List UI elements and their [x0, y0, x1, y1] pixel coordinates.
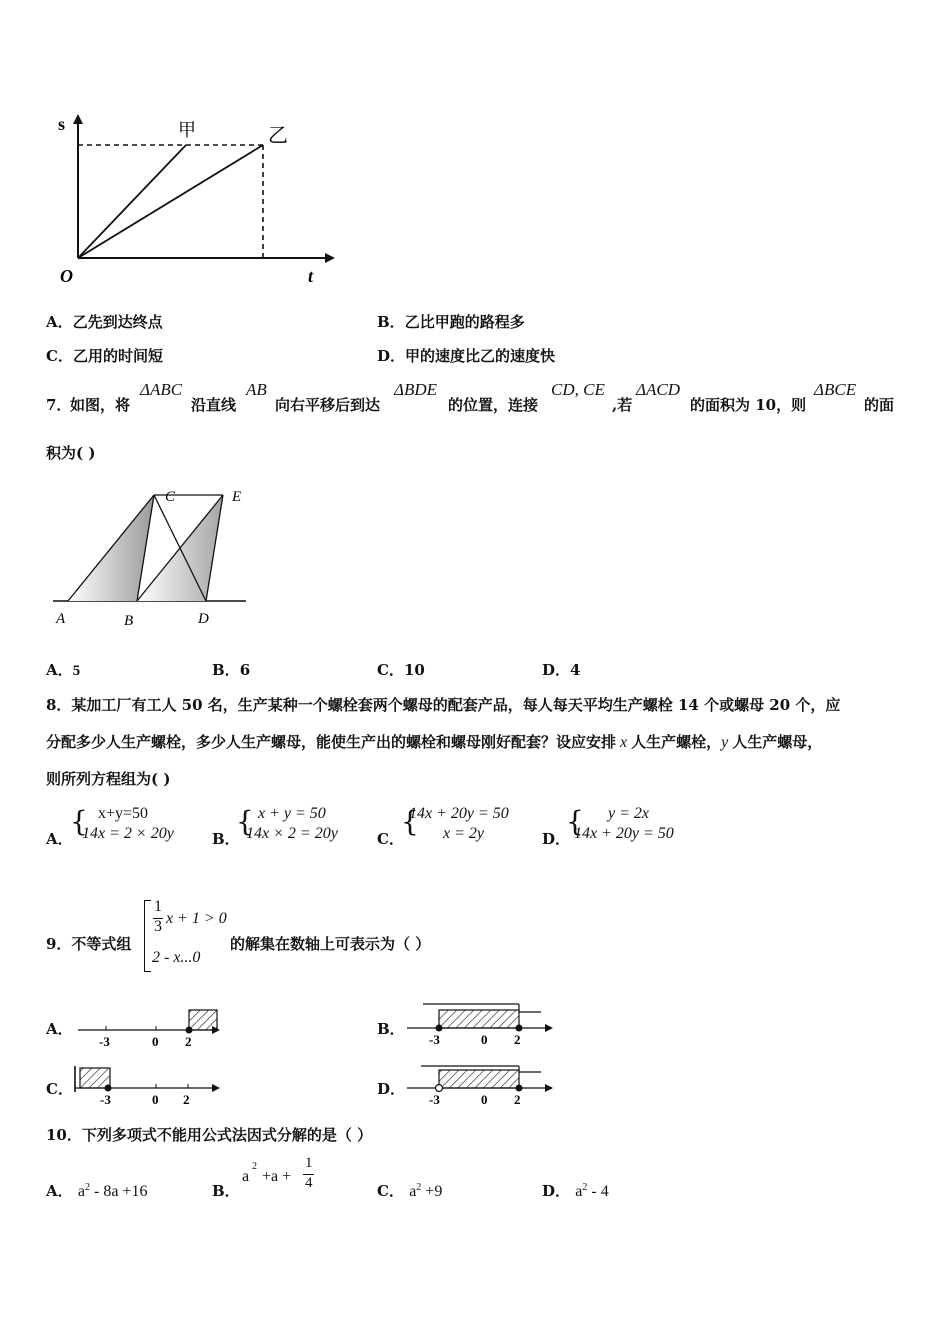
math-triangle-abc: ΔABC	[140, 380, 183, 399]
q7-translation-figure	[48, 485, 253, 630]
brace-icon: {	[70, 805, 88, 838]
solution-region	[439, 1070, 519, 1088]
math-triangle-acd: ΔACD	[636, 380, 680, 399]
svg-text:0: 0	[152, 1034, 159, 1049]
q7-option-d[interactable]: D．4	[542, 661, 581, 679]
math-triangle-bde: ΔBDE	[394, 380, 438, 399]
point-c-label: C	[165, 489, 176, 505]
svg-text:-3: -3	[100, 1092, 111, 1107]
svg-text:0: 0	[481, 1032, 488, 1047]
brace-icon: {	[236, 805, 254, 838]
q9-stem-tail: 的解集在数轴上可表示为（ ）	[230, 935, 431, 953]
origin-label: O	[60, 266, 73, 286]
solid-point	[436, 1025, 443, 1032]
solid-point	[186, 1027, 193, 1034]
q9-stem-text: 9．不等式组	[46, 935, 132, 953]
q10-option-c[interactable]: C． $a^2 +9$	[377, 1182, 443, 1200]
point-b-label: B	[124, 613, 134, 629]
q7-option-c[interactable]: C．10	[377, 661, 425, 679]
q9-option-d[interactable]: D． -3 0 2	[377, 1062, 567, 1116]
q6-option-d[interactable]: D．甲的速度比乙的速度快	[377, 347, 556, 365]
q7-stem-line1: 7． 如图，将 ΔABC 沿直线 AB 向右平移后到达 ΔBDE 的位置，连接 CD, CE ,若 ΔACD 的面积为 10，则 ΔBCE 的面	[46, 380, 895, 414]
number-line-a	[74, 1000, 234, 1054]
q8-stem-line2: 分配多少人生产螺栓，多少人生产螺母，能使生产出的螺栓和螺母刚好配套？设应安排 x 人生产螺栓，y 人生产螺母，	[46, 733, 823, 751]
q7-stem-line2: 积为( )	[46, 444, 96, 462]
number-line-d	[407, 1062, 567, 1116]
solution-region	[439, 1010, 519, 1028]
svg-text:2: 2	[514, 1092, 521, 1107]
number-line-b	[407, 1000, 567, 1054]
q7-number: 7．	[46, 396, 72, 414]
svg-text:-3: -3	[429, 1092, 440, 1107]
q10-stem: 10．下列多项式不能用公式法因式分解的是（ ）	[46, 1126, 373, 1144]
axis-s-label: s	[58, 114, 66, 134]
math-line-ab: AB	[246, 380, 267, 399]
q6-option-a[interactable]: A．乙先到达终点	[46, 313, 163, 331]
q8-stem-line3: 则所列方程组为( )	[46, 770, 171, 788]
q8-option-d[interactable]: D． { y = 2x 14x + 20y = 50	[542, 802, 702, 846]
q9-option-b[interactable]: B． -3 0 2	[377, 1000, 567, 1054]
q10-option-b[interactable]: B． a 2 +a + 1 4	[212, 1155, 313, 1200]
svg-text:0: 0	[152, 1092, 159, 1107]
q6-option-b[interactable]: B．乙比甲跑的路程多	[377, 313, 525, 331]
system-bracket	[144, 900, 151, 972]
svg-text:2: 2	[514, 1032, 521, 1047]
q7-option-b[interactable]: B．6	[212, 661, 251, 679]
svg-text:2: 2	[183, 1092, 190, 1107]
q8-option-c[interactable]: C． { 14x + 20y = 50 x = 2y	[377, 802, 537, 846]
q6-option-c[interactable]: C．乙用的时间短	[46, 347, 163, 365]
svg-text:-3: -3	[99, 1034, 110, 1049]
q10-option-a[interactable]: A． $a^2 - 8a +16$	[46, 1182, 148, 1200]
solution-region	[80, 1068, 110, 1088]
q8-option-a[interactable]: A． { x+y=50 14x = 2 × 20y	[46, 802, 206, 846]
label-jia: 甲	[178, 120, 196, 140]
q9-option-c[interactable]: C． -3 0 2	[46, 1062, 236, 1116]
solid-point	[105, 1085, 112, 1092]
hollow-point	[436, 1085, 443, 1092]
point-e-label: E	[232, 489, 242, 505]
svg-text:-3: -3	[429, 1032, 440, 1047]
solution-region	[189, 1010, 217, 1030]
q9-option-a[interactable]: A． -3 0 2	[46, 1000, 236, 1054]
math-cd-ce: CD, CE	[551, 380, 605, 399]
solid-point	[516, 1085, 523, 1092]
point-d-label: D	[198, 611, 209, 627]
axis-t-label: t	[308, 266, 314, 286]
point-a-label: A	[56, 611, 66, 627]
number-line-c	[72, 1062, 232, 1116]
st-graph-figure	[50, 110, 340, 290]
q8-option-b[interactable]: B． { x + y = 50 14x × 2 = 20y	[212, 802, 372, 846]
math-triangle-bce: ΔBCE	[814, 380, 857, 399]
svg-text:0: 0	[481, 1092, 488, 1107]
brace-icon: {	[401, 805, 419, 838]
q8-stem-line1: 8．某加工厂有工人 50 名，生产某种一个螺栓套两个螺母的配套产品，每人每天平均生产螺栓 14 个或螺母 20 个，应	[46, 696, 841, 714]
q7-option-a[interactable]: A．5	[46, 661, 81, 679]
q10-option-d[interactable]: D． $a^2 - 4$	[542, 1182, 609, 1200]
label-yi: 乙	[268, 125, 288, 147]
q9-inequality-system: 1 3 x + 1 > 0 2 - x...0	[142, 898, 232, 974]
svg-text:2: 2	[185, 1034, 192, 1049]
brace-icon: {	[566, 805, 584, 838]
solid-point	[516, 1025, 523, 1032]
